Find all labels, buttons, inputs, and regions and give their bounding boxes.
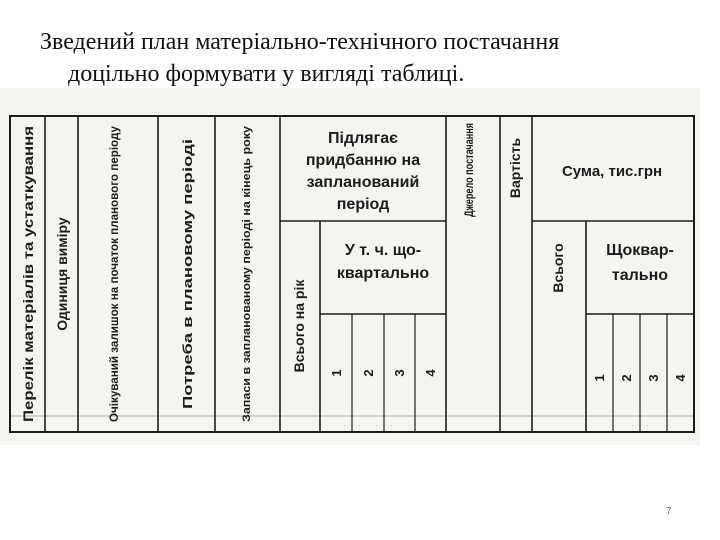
header-sum: Сума, тис.грн <box>561 163 663 180</box>
slide-title <box>40 26 700 90</box>
header-materials-list: Перелік матеріалів та устаткування <box>20 174 36 422</box>
quarter-number: 4 <box>673 374 688 382</box>
header-expected-balance: Очікуваний залишок на початок планового періоду <box>109 129 121 422</box>
header-total-year: Всього на рік <box>291 279 307 373</box>
header-quarterly-line2: тально <box>611 267 669 284</box>
header-quarterly-incl-line2: квартально <box>336 265 430 282</box>
header-need: Потреба в плановому періоді <box>180 218 195 409</box>
header-to-purchase-line2: придбанню на <box>305 152 421 169</box>
header-source: Джерело постачання <box>462 92 476 217</box>
header-to-purchase-line4: період <box>336 196 390 213</box>
title-line-2: доцільно формувати у вигляді таблиці. <box>68 61 465 87</box>
quarter-number: 2 <box>361 369 376 377</box>
quarter-number: 2 <box>619 374 634 382</box>
page-number: 7 <box>666 506 672 517</box>
quarter-number: 3 <box>392 369 407 377</box>
quarter-number: 1 <box>329 369 344 377</box>
quarter-number: 3 <box>646 374 661 382</box>
header-to-purchase-line3: запланований <box>306 174 420 191</box>
header-quarterly-incl-line1: У т. ч. що- <box>344 242 422 259</box>
quarter-number: 4 <box>423 369 438 377</box>
quarter-number: 1 <box>592 374 607 382</box>
header-to-purchase-line1: Підлягає <box>328 130 398 147</box>
header-quarterly-line1: Щоквар- <box>606 242 674 259</box>
header-stock-end: Запаси в запланованому періоді на кінець року <box>241 161 253 422</box>
title-line-1: Зведений план матеріально-технічного постачання <box>40 29 560 55</box>
header-total: Всього <box>550 243 566 293</box>
table-drawing <box>0 88 700 445</box>
supply-plan-table <box>0 88 700 445</box>
header-cost: Вартість <box>507 137 523 199</box>
header-unit: Одиниця виміру <box>54 217 70 331</box>
